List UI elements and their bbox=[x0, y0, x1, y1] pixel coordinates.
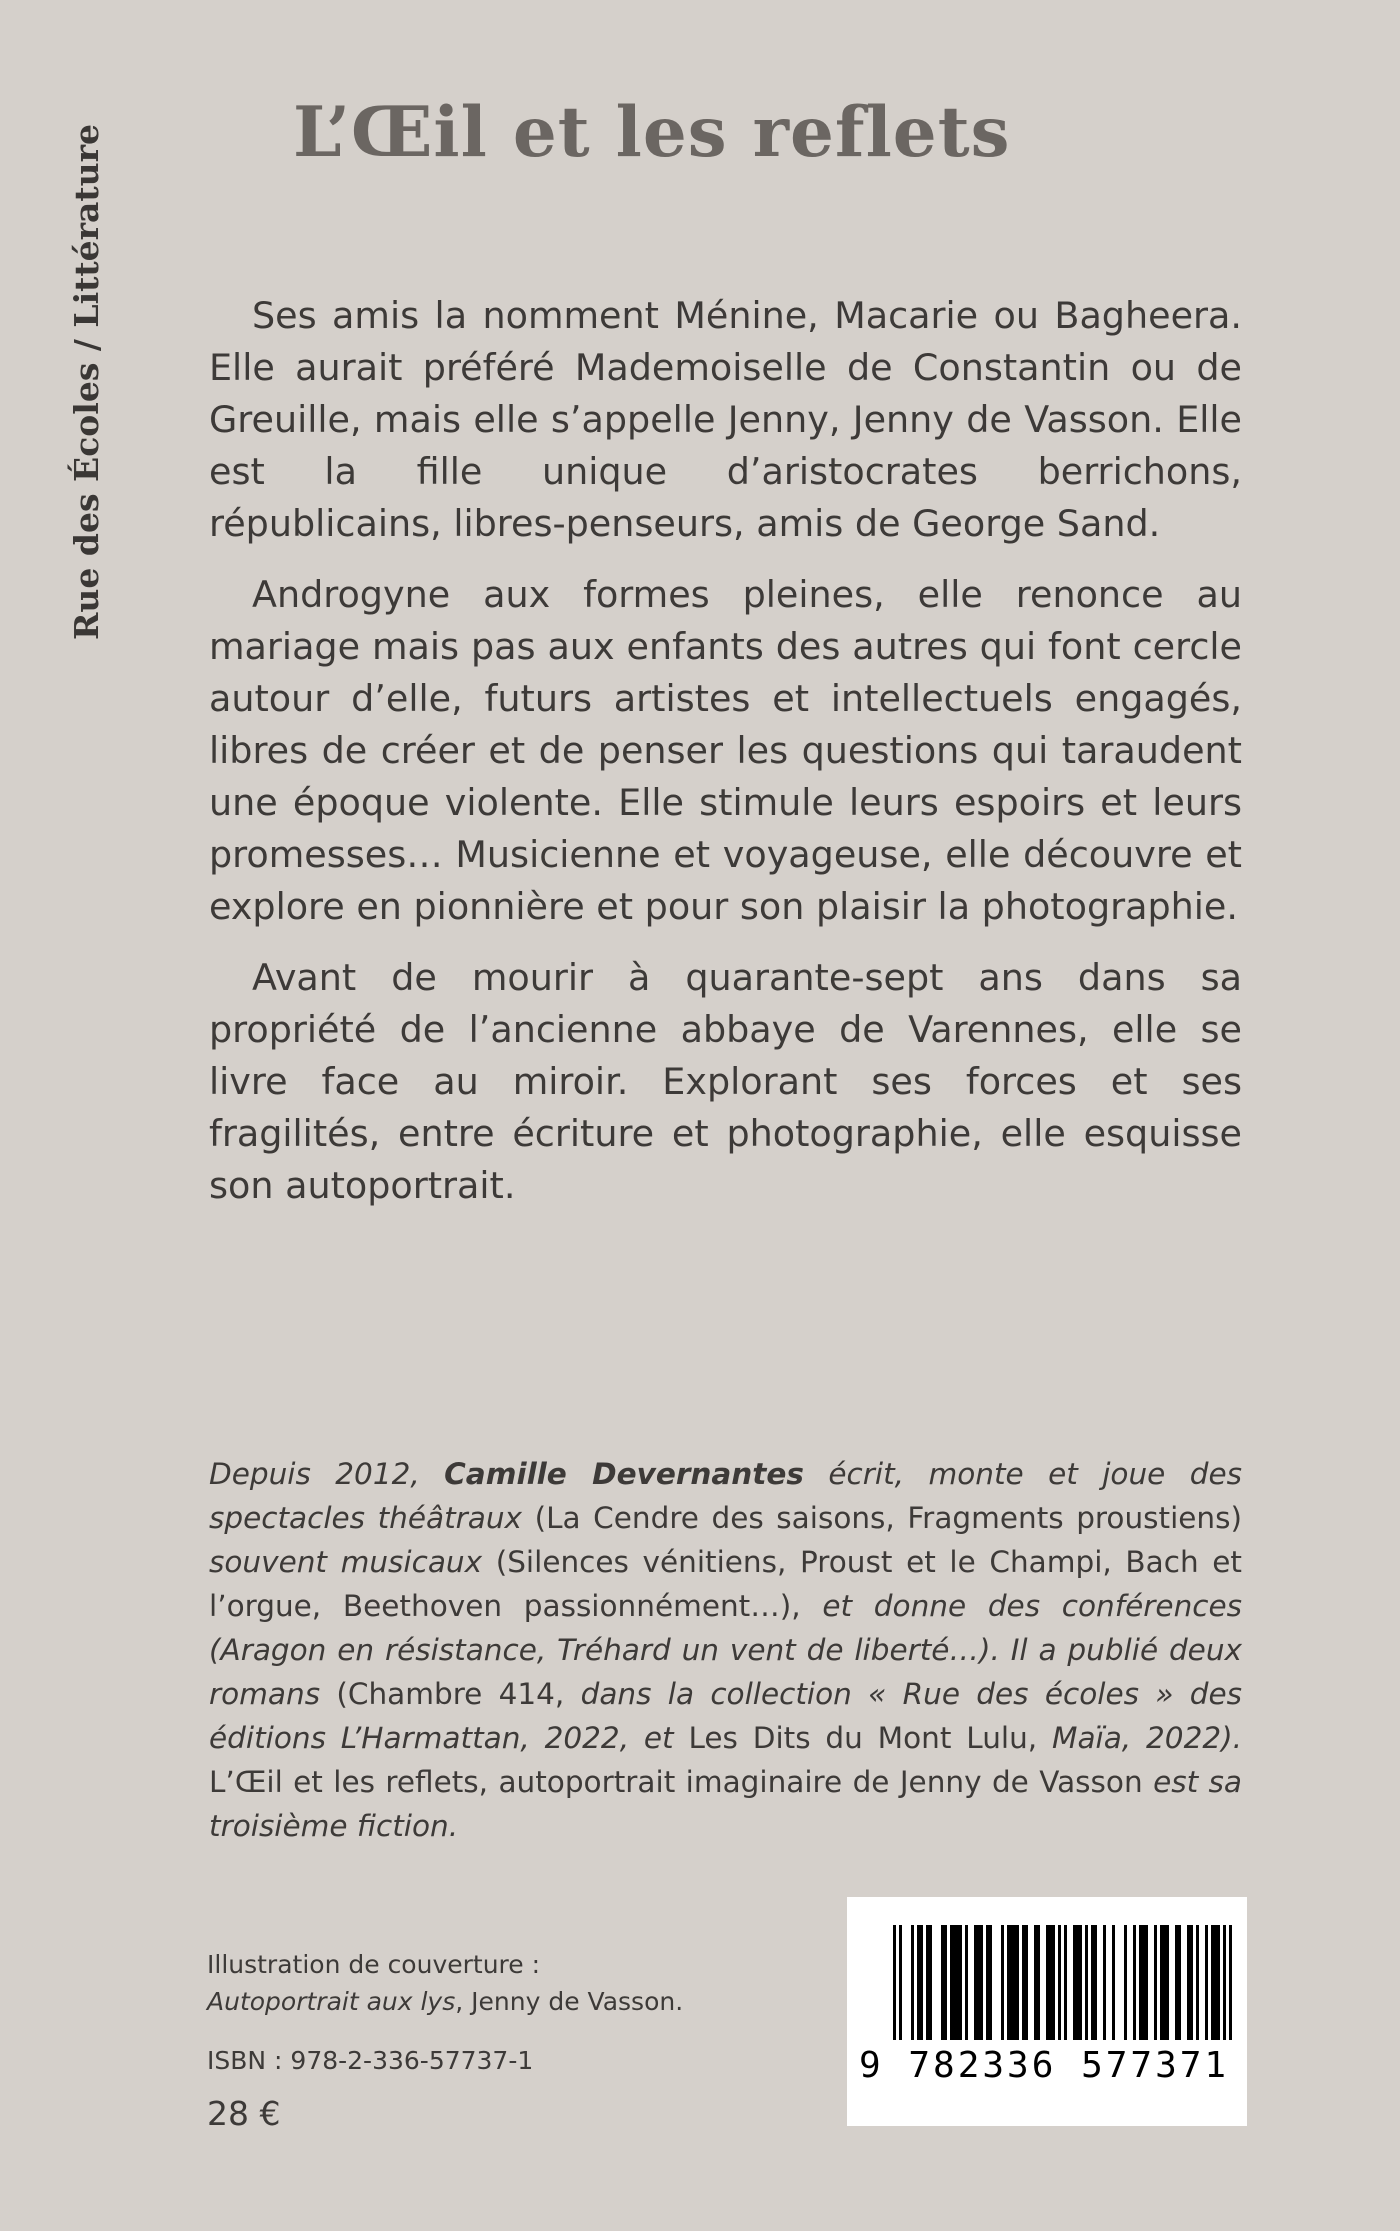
price: 28 € bbox=[207, 2094, 281, 2133]
summary bbox=[209, 290, 1242, 1231]
book-title: L’Œil et les reflets bbox=[293, 92, 1011, 173]
barcode-bar bbox=[941, 1925, 947, 2040]
bio-work: (Chambre 414, bbox=[336, 1677, 565, 1711]
barcode-bar bbox=[899, 1925, 902, 2040]
summary-paragraph-1: Ses amis la nomment Ménine, Macarie ou Bagheera. Elle aurait préféré Mademoiselle de Constantin ou de Greuille, mais elle s’appelle Jenny, Jenny de Vasson. Elle est la fille unique d’aristocrates berrichons, républicains, libres-penseurs, amis de George Sand. bbox=[209, 294, 1242, 545]
barcode-bar bbox=[926, 1925, 932, 2040]
barcode-bar bbox=[1187, 1925, 1193, 2040]
barcode-bar bbox=[1007, 1925, 1019, 2040]
bio-text: dans la collection « Rue des écoles » des éditions L’Harmattan, 2022, et bbox=[209, 1677, 1242, 1755]
barcode-bar bbox=[1058, 1925, 1061, 2040]
barcode-bar bbox=[1112, 1925, 1115, 2040]
barcode-bar bbox=[1046, 1925, 1055, 2040]
barcode-bar bbox=[1085, 1925, 1088, 2040]
barcode-bar bbox=[1196, 1925, 1199, 2040]
barcode-bar bbox=[1064, 1925, 1067, 2040]
bio-text: est sa troisième fiction. bbox=[209, 1765, 1242, 1843]
barcode-bar bbox=[1001, 1925, 1004, 2040]
barcode-bars bbox=[847, 1897, 1247, 2047]
barcode-bar bbox=[1022, 1925, 1028, 2040]
bio-text: Maïa, 2022). bbox=[1037, 1721, 1242, 1755]
cover-credits bbox=[207, 1946, 807, 2020]
barcode-bar bbox=[950, 1925, 962, 2040]
author-bio bbox=[209, 1452, 1242, 1848]
barcode-bar bbox=[911, 1925, 914, 2040]
barcode-bar bbox=[1034, 1925, 1040, 2040]
barcode-bar bbox=[1124, 1925, 1127, 2040]
barcode-bar bbox=[974, 1925, 983, 2040]
barcode-bar bbox=[917, 1925, 923, 2040]
credits-artist: , Jenny de Vasson. bbox=[455, 1987, 684, 2016]
barcode-bar bbox=[986, 1925, 992, 2040]
isbn: ISBN : 978-2-336-57737-1 bbox=[207, 2046, 534, 2075]
barcode-number: 9 782336 577371 bbox=[859, 2045, 1230, 2086]
summary-paragraph-3: Avant de mourir à quarante-sept ans dans sa propriété de l’ancienne abbaye de Varennes, elle se livre face au miroir. Explorant ses forces et ses fragilités, entre écriture et photographie, elle esquisse son autoportrait. bbox=[209, 956, 1242, 1207]
spine-collection-label: Rue des Écoles / Littérature bbox=[67, 123, 106, 640]
barcode-bar bbox=[1154, 1925, 1157, 2040]
barcode-bar bbox=[1229, 1925, 1232, 2040]
bio-text: et donne des conférences (Aragon en résistance, Tréhard un vent de liberté…). Il a publié deux romans bbox=[209, 1589, 1243, 1711]
barcode-bar bbox=[1073, 1925, 1082, 2040]
barcode-bar bbox=[1103, 1925, 1106, 2040]
barcode-bar bbox=[1211, 1925, 1220, 2040]
barcode bbox=[847, 1897, 1247, 2126]
credits-line-2 bbox=[207, 1983, 807, 2020]
bio-work: Les Dits du Mont Lulu, bbox=[688, 1721, 1038, 1755]
bio-work: (Silences vénitiens, Proust et le Champi, Bach et l’orgue, Beethoven passionnément…), bbox=[209, 1545, 1242, 1623]
bio-text: écrit, monte et joue des spectacles théâtraux bbox=[209, 1457, 1242, 1535]
author-name: Camille Devernantes bbox=[444, 1457, 804, 1491]
barcode-bar bbox=[1133, 1925, 1136, 2040]
barcode-bar bbox=[1160, 1925, 1169, 2040]
barcode-bar bbox=[1205, 1925, 1208, 2040]
credits-work-title: Autoportrait aux lys bbox=[207, 1987, 456, 2016]
bio-text: souvent musicaux bbox=[209, 1545, 496, 1579]
barcode-bar bbox=[965, 1925, 968, 2040]
barcode-bar bbox=[1139, 1925, 1148, 2040]
barcode-bar bbox=[1223, 1925, 1226, 2040]
credits-line-1: Illustration de couverture : bbox=[207, 1950, 541, 1979]
summary-paragraph-2: Androgyne aux formes pleines, elle renonce au mariage mais pas aux enfants des autres qui font cercle autour d’elle, futurs artistes et intellectuels engagés, libres de créer et de penser les questions qui taraudent une époque violente. Elle stimule leurs espoirs et leurs promesses… Musicienne et voyageuse, elle découvre et explore en pionnière et pour son plaisir la photographie. bbox=[209, 573, 1242, 928]
bio-work: (La Cendre des saisons, Fragments proustiens) bbox=[534, 1501, 1242, 1535]
barcode-bar bbox=[1091, 1925, 1097, 2040]
bio-work: L’Œil et les reflets, autoportrait imaginaire de Jenny de Vasson bbox=[209, 1765, 1143, 1799]
barcode-bar bbox=[893, 1925, 896, 2040]
bio-text: Depuis 2012, bbox=[209, 1457, 445, 1491]
barcode-bar bbox=[1175, 1925, 1181, 2040]
